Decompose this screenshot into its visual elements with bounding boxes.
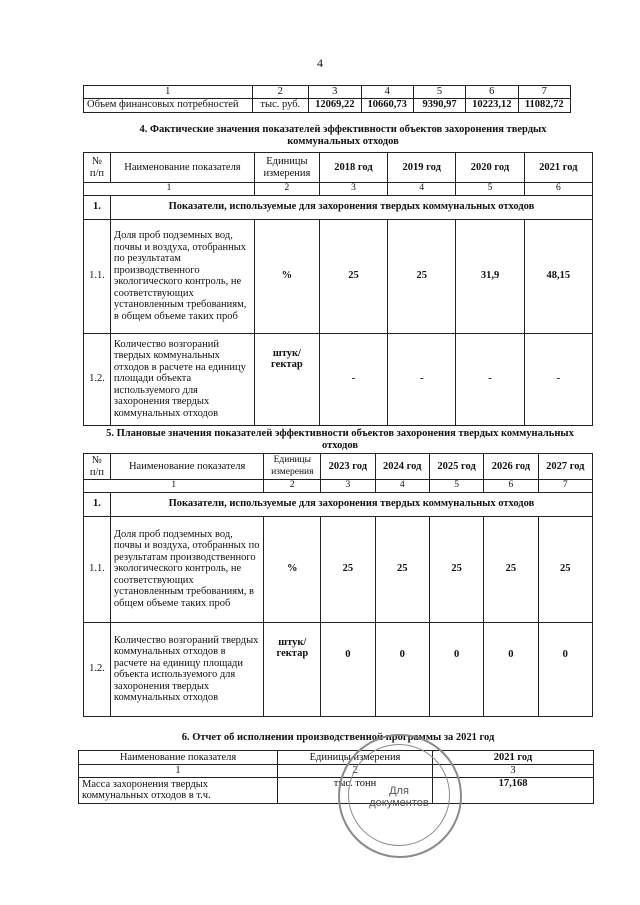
col-number: 2 (278, 765, 433, 778)
value-cell: 10223,12 (466, 98, 518, 112)
value-cell: 25 (321, 516, 375, 622)
value-cell: 25 (388, 219, 456, 333)
table-header-row (84, 454, 593, 480)
header-cell: 2025 год (429, 454, 483, 480)
col-number: 3 (321, 480, 375, 493)
value-cell: - (388, 333, 456, 425)
col-number: 3 (309, 86, 361, 99)
row-number: 1.1. (84, 219, 111, 333)
value-cell: 31,9 (456, 219, 524, 333)
col-number: 1 (84, 480, 264, 493)
col-number: 2 (264, 480, 321, 493)
report-table (78, 750, 594, 804)
indicator-name: Масса захоронения твердых коммунальных отходов в т.ч. (79, 777, 278, 803)
value-cell: - (456, 333, 524, 425)
col-number: 5 (429, 480, 483, 493)
header-cell: Единицы измерения (255, 153, 320, 183)
group-title: Показатели, используемые для захоронения твердых коммунальных отходов (110, 195, 592, 219)
table-row (84, 622, 593, 716)
group-title: Показатели, используемые для захоронения твердых коммунальных отходов (110, 492, 592, 516)
header-cell: Наименование показателя (110, 454, 264, 480)
value-cell: 0 (375, 622, 429, 716)
section5-title-line2: отходов (321, 440, 359, 451)
header-cell: 2020 год (456, 153, 524, 183)
table-header-row (84, 153, 593, 183)
header-cell: 2026 год (484, 454, 538, 480)
row-number: 1.2. (84, 333, 111, 425)
col-number: 4 (388, 183, 456, 196)
col-number: 5 (456, 183, 524, 196)
indicator-name: Доля проб подземных вод, почвы и воздуха, отобранных по результатам производственного экологического контроль, не соответствующих установленным требованиям, в общем объеме таких проб (110, 516, 264, 622)
header-cell: № п/п (84, 454, 111, 480)
value-cell: 25 (484, 516, 538, 622)
value-cell: 0 (484, 622, 538, 716)
value-cell: 9390,97 (413, 98, 465, 112)
value-cell: 48,15 (524, 219, 592, 333)
section4-title-line1: 4. Фактические значения показателей эффективности объектов захоронения твердых (139, 124, 547, 135)
value-cell: 25 (375, 516, 429, 622)
col-number: 2 (252, 86, 308, 99)
unit-cell: штук/ гектар (255, 333, 320, 425)
header-cell: Единицы измерения (278, 751, 433, 765)
header-cell: 2018 год (319, 153, 387, 183)
planned-values-table (83, 453, 593, 717)
header-cell: 2024 год (375, 454, 429, 480)
value-cell: - (319, 333, 387, 425)
section4-title (83, 124, 603, 148)
row-label: Объем финансовых потребностей (84, 98, 253, 112)
page-number: 4 (317, 56, 323, 70)
table-header-row (84, 86, 571, 99)
col-number: 2 (255, 183, 320, 196)
col-number: 6 (524, 183, 592, 196)
header-cell: 2023 год (321, 454, 375, 480)
col-number: 1 (84, 183, 255, 196)
value-cell: 25 (538, 516, 592, 622)
section6-title: 6. Отчет об исполнении производственной программы за 2021 год (181, 732, 495, 743)
value-cell: 0 (429, 622, 483, 716)
indicator-name: Доля проб подземных вод, почвы и воздуха, отобранных по результатам производственного экологического контроль, не соответствующих установленным требованиям, в общем объеме таких проб (110, 219, 254, 333)
financial-table (83, 85, 571, 113)
value-cell: 0 (538, 622, 592, 716)
header-cell: 2027 год (538, 454, 592, 480)
group-row (84, 195, 593, 219)
col-number: 7 (538, 480, 592, 493)
group-row (84, 492, 593, 516)
col-number: 4 (361, 86, 413, 99)
value-cell: 17,168 (433, 777, 594, 803)
col-number-row (84, 183, 593, 196)
col-number: 1 (79, 765, 278, 778)
col-number: 6 (484, 480, 538, 493)
col-number-row (79, 765, 594, 778)
col-number: 3 (319, 183, 387, 196)
group-number: 1. (84, 195, 111, 219)
table-row (84, 516, 593, 622)
row-number: 1.1. (84, 516, 111, 622)
unit-cell: штук/ гектар (264, 622, 321, 716)
col-number: 7 (518, 86, 570, 99)
col-number: 6 (466, 86, 518, 99)
unit-cell: % (255, 219, 320, 333)
stamp-text: Для документов (369, 785, 429, 809)
unit-cell: тыс. тонн (278, 777, 433, 803)
table-row (84, 333, 593, 425)
section4-title-line2: коммунальных отходов (287, 136, 399, 147)
header-cell: № п/п (84, 153, 111, 183)
value-cell: 11082,72 (518, 98, 570, 112)
value-cell: 0 (321, 622, 375, 716)
value-cell: 10660,73 (361, 98, 413, 112)
indicator-name: Количество возгораний твердых коммунальных отходов в расчете на единицу площади объекта используемого для захоронения твердых коммунальных отходов (110, 622, 264, 716)
header-cell: 2021 год (524, 153, 592, 183)
value-cell: 25 (319, 219, 387, 333)
col-number: 3 (433, 765, 594, 778)
value-cell: 25 (429, 516, 483, 622)
unit-cell: % (264, 516, 321, 622)
header-cell: Наименование показателя (110, 153, 254, 183)
header-cell: Наименование показателя (79, 751, 278, 765)
col-number: 1 (84, 86, 253, 99)
unit-cell: тыс. руб. (252, 98, 308, 112)
table-row (84, 98, 571, 112)
col-number-row (84, 480, 593, 493)
actual-values-table (83, 152, 593, 426)
table-row (84, 219, 593, 333)
header-cell: Единицы измерения (264, 454, 321, 480)
row-number: 1.2. (84, 622, 111, 716)
section5-title (80, 428, 600, 452)
section5-title-line1: 5. Плановые значения показателей эффективности объектов захоронения твердых коммунальных (106, 428, 574, 439)
header-cell: 2019 год (388, 153, 456, 183)
header-cell: 2021 год (433, 751, 594, 765)
group-number: 1. (84, 492, 111, 516)
col-number: 5 (413, 86, 465, 99)
col-number: 4 (375, 480, 429, 493)
table-row (79, 777, 594, 803)
value-cell: - (524, 333, 592, 425)
indicator-name: Количество возгораний твердых коммунальных отходов в расчете на единицу площади объекта используемого для захоронения твердых коммунальных отходов (110, 333, 254, 425)
value-cell: 12069,22 (309, 98, 361, 112)
table-header-row (79, 751, 594, 765)
